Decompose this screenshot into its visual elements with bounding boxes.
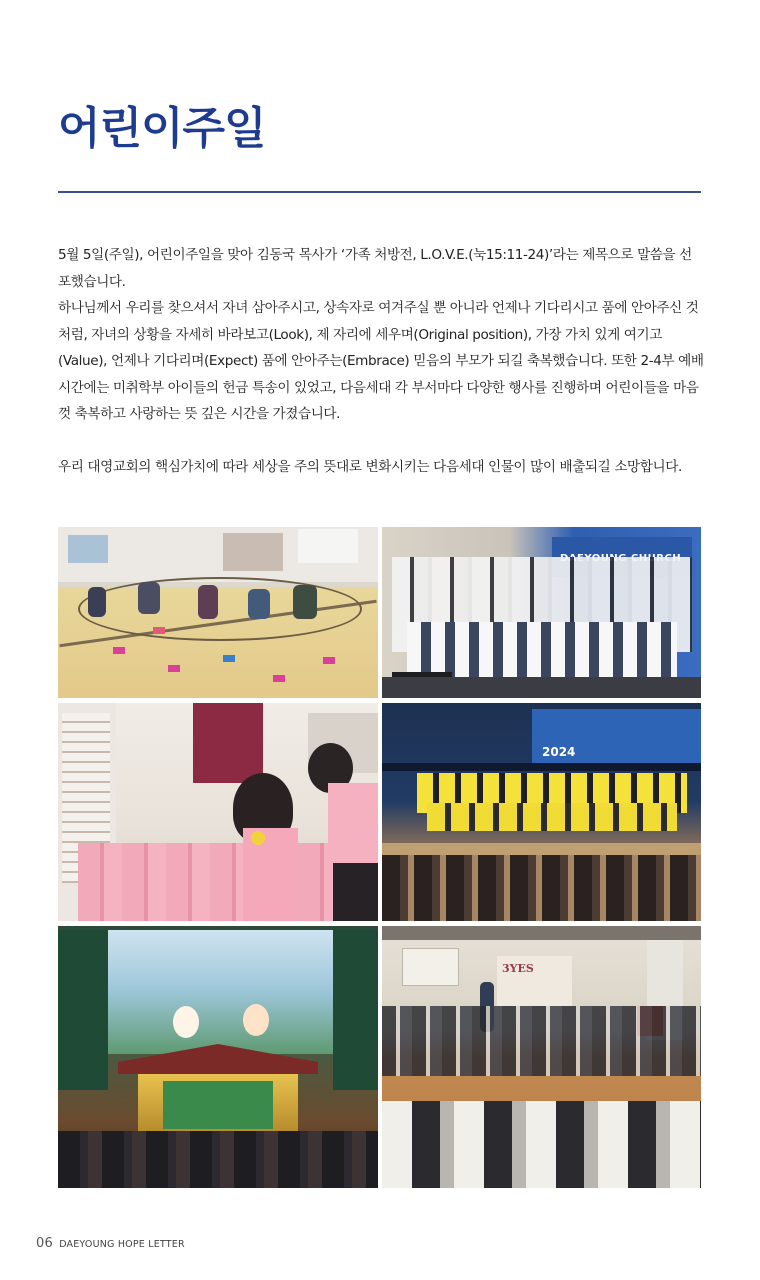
page-number: 06 xyxy=(36,1236,53,1251)
photo-kids-stage-performance xyxy=(382,703,701,921)
photo-puppet-show xyxy=(58,926,378,1188)
paragraph-3: 우리 대영교회의 핵심가치에 따라 세상을 주의 뜻대로 변화시키는 다음세대 인물이 많이 배출되길 소망합니다. xyxy=(58,458,682,475)
photo-group-stage xyxy=(382,527,701,698)
publication-name: DAEYOUNG HOPE LETTER xyxy=(59,1239,185,1250)
photo-gym-activity xyxy=(58,527,378,698)
photo-hall-gathering xyxy=(382,926,701,1188)
paragraph-2: 하나님께서 우리를 찾으셔서 자녀 삼아주시고, 상속자로 여겨주실 뿐 아니라 언제나 기다리시고 품에 안아주신 것처럼, 자녀의 상황을 자세히 바라보고(Look), 제 자리에 세우며(Original position), 가장 가치 있게 여기고(Value), 언제나 기다리며(Expect) 품에 안아주는(Embrace) 믿음의 부모가 되길 축복했습니다. 또한 2-4부 예배 시간에는 미취학부 아이들의 헌금 특송이 있었고, 다음세대 각 부서마다 다양한 행사를 진행하며 어린이들을 마음껏 축복하고 사랑하는 뜻 깊은 시간을 가졌습니다. xyxy=(58,300,704,422)
title-divider xyxy=(58,191,701,193)
photo-children-singing xyxy=(58,703,378,921)
paragraph-1: 5월 5일(주일), 어린이주일을 맞아 김동국 목사가 ‘가족 처방전, L.O.V.E.(눅15:11-24)’라는 제목으로 말씀을 선포했습니다. xyxy=(58,247,692,290)
stage-screen-year: 2024 xyxy=(542,745,576,759)
article-body xyxy=(58,242,704,480)
page-title: 어린이주일 xyxy=(58,103,266,154)
page-footer xyxy=(36,1236,185,1251)
hall-banner-text: 3YES xyxy=(502,962,534,975)
